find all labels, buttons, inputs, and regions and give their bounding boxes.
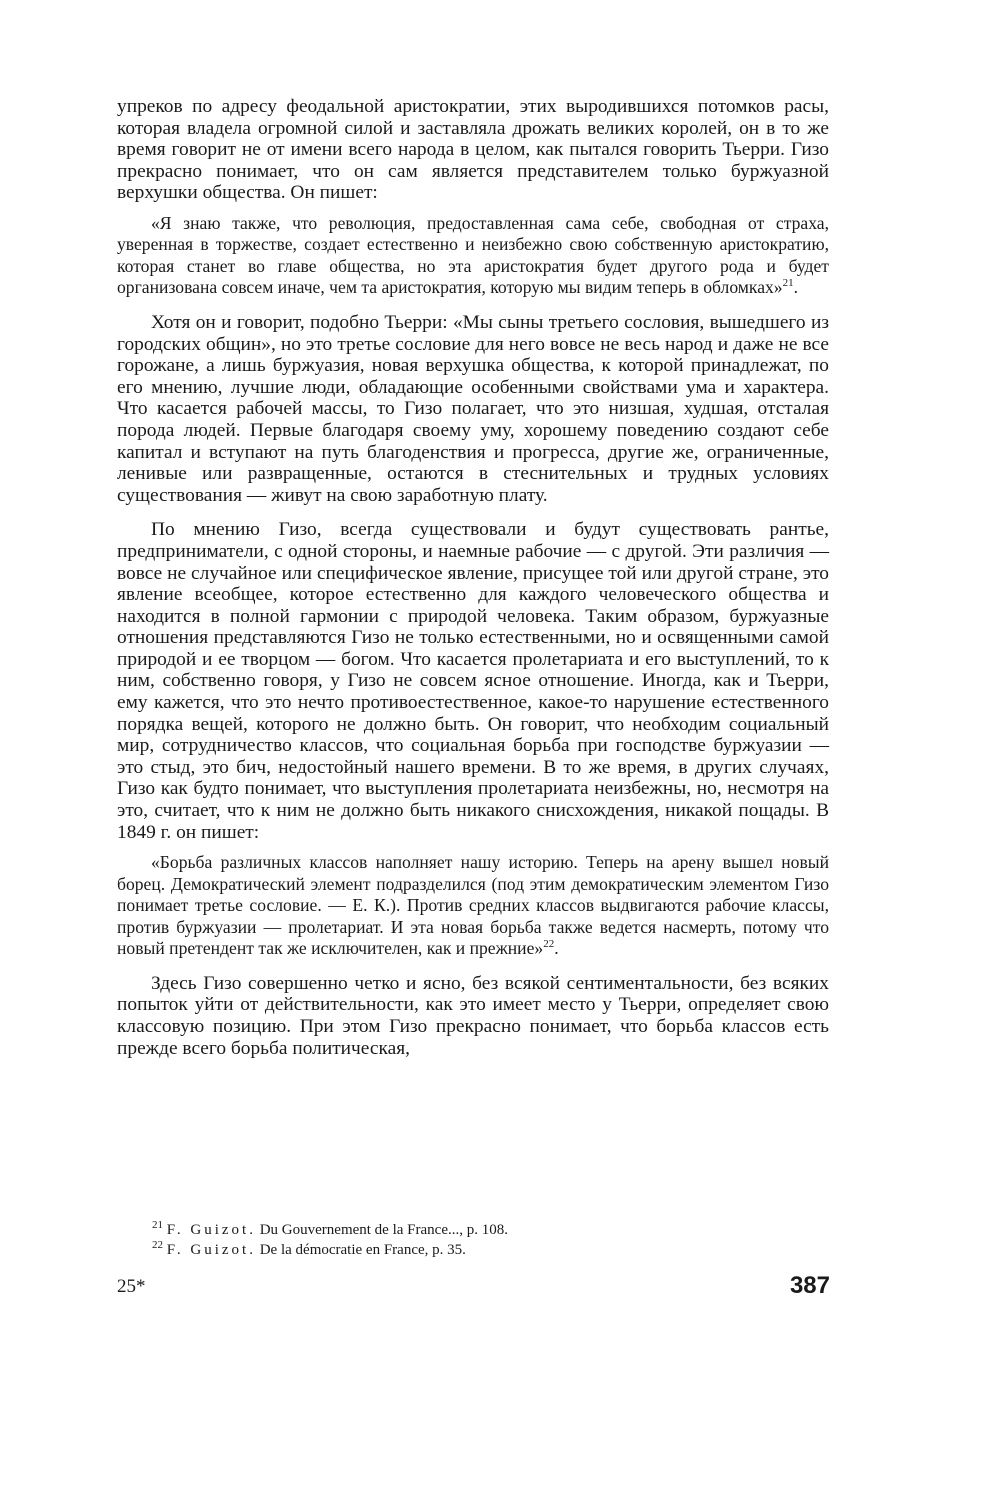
paragraph-2: Хотя он и говорит, подобно Тьерри: «Мы сыны третьего сословия, вышедшего из городских общин», но это третье сословие для него вовсе не весь народ и даже не все горожане, а лишь буржуазия, новая верхушка общества, к которой принадлежат, по его мнению, лучшие люди, обладающие особенными свойствами ума и характера. Что касается рабочей массы, то Гизо полагает, что это низшая, худшая, отсталая порода людей. Первые благодаря своему уму, хорошему поведению создают себе капитал и вступают на путь благоденствия и прогресса, другие же, ограниченные, ленивые или развращенные, остаются в стеснительных и трудных условиях существования — живут на свою заработную плату. [117,311,829,506]
paragraph-4: Здесь Гизо совершенно четко и ясно, без всякой сентиментальности, без всяких попыток уйти от действительности, как это имеет место у Тьерри, определяет свою классовую позицию. При этом Гизо прекрасно понимает, что борьба классов есть прежде всего борьба политическая, [117,972,829,1059]
footnotes [152,1220,792,1260]
quote-2-text: «Борьба различных классов наполняет нашу историю. Теперь на арену вышел новый борец. Демократический элемент подразделился (под этим демократическим элементом Гизо понимает третье сословие. — Е. К.). Против средних классов выдвигаются рабочие классы, против буржуазии — пролетариат. И эта новая борьба также ведется насмерть, потому что новый претендент так же исключителен, как и прежние» [117,852,829,959]
printer-signature: 25* [117,1276,146,1297]
page-body [117,96,829,1059]
footnote-author: F. Guizot. [166,1222,256,1238]
footnote-number: 22 [152,1239,163,1251]
footnote-number: 21 [152,1219,163,1231]
footnote-author: F. Guizot. [166,1242,256,1258]
page-number: 387 [789,1272,830,1299]
footnote-text: Du Gouvernement de la France..., p. 108. [259,1222,508,1238]
paragraph-3: По мнению Гизо, всегда существовали и будут существовать рантье, предприниматели, с одной стороны, и наемные рабочие — с другой. Эти различия — вовсе не случайное или специфическое явление, присущее той или другой стране, это явление всеобщее, которое естественно для каждого человеческого общества и находится в полной гармонии с природой человека. Таким образом, буржуазные отношения представляются Гизо не только естественными, но и освященными самой природой и ее творцом — богом. Что касается пролетариата и его выступлений, то к ним, собственно говоря, у Гизо не совсем ясное отношение. Иногда, как и Тьерри, ему кажется, что это нечто противоестественное, какое-то нарушение естественного порядка вещей, которого не должно быть. Он говорит, что необходим социальный мир, сотрудничество классов, что социальная борьба при господстве буржуазии — это стыд, это бич, недостойный нашего времени. В то же время, в других случаях, Гизо как будто понимает, что выступления пролетариата неизбежны, но, несмотря на это, считает, что к ним не должно быть никакого снисхождения, никакой пощады. В 1849 г. он пишет: [117,519,829,843]
paragraph-1: упреков по адресу феодальной аристократии, этих выродившихся потомков расы, которая владела огромной силой и заставляла дрожать великих королей, он в то же время говорит не от имени всего народа в целом, как пытался говорить Тьерри. Гизо прекрасно понимает, что он сам является представителем только буржуазной верхушки общества. Он пишет: [117,96,829,204]
footnote-text: De la démocratie en France, p. 35. [259,1242,466,1258]
footnote-22 [152,1240,792,1260]
footnote-ref-21: 21 [782,277,794,290]
footnote-21 [152,1220,792,1240]
quote-1: «Я знаю также, что революция, предоставленная сама себе, свободная от страха, уверенная в торжестве, создает естественно и неизбежно свою собственную аристократию, которая станет во главе общества, но эта аристократия будет другого рода и будет организована совсем иначе, чем та аристократия, которую мы видим теперь в обломках»$^{21}$. [117,212,829,298]
quote-1-text: «Я знаю также, что революция, предоставленная сама себе, свободная от страха, уверенная в торжестве, создает естественно и неизбежно свою собственную аристократию, которая станет во главе общества, но эта аристократия будет другого рода и будет организована совсем иначе, чем та аристократия, которую мы видим теперь в обломках» [117,212,829,298]
footnote-ref-22: 22 [543,938,555,951]
quote-2: «Борьба различных классов наполняет нашу историю. Теперь на арену вышел новый борец. Демократический элемент подразделился (под этим демократическим элементом Гизо понимает третье сословие. — Е. К.). Против средних классов выдвигаются рабочие классы, против буржуазии — пролетариат. И эта новая борьба также ведется насмерть, потому что новый претендент так же исключителен, как и прежние»$^{22}$. [117,852,829,959]
